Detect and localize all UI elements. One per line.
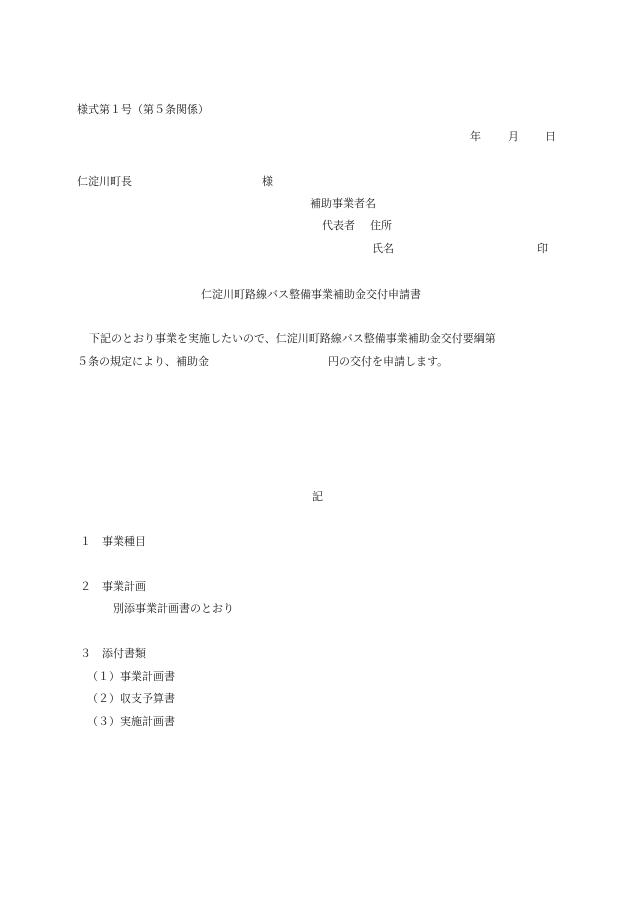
date-year: 年 [470, 130, 481, 143]
item-number: １ [80, 535, 91, 548]
representative-label: 代表者 [322, 219, 355, 232]
item-heading: 事業種目 [102, 535, 146, 548]
item-detail: （３）実施計画書 [87, 715, 175, 728]
item-heading: 添付書類 [102, 647, 146, 660]
body-line-1: 下記のとおり事業を実施したいので、仁淀川町路線バス整備事業補助金交付要綱第 [89, 332, 496, 345]
business-name-label: 補助事業者名 [310, 197, 376, 210]
item-number: ２ [80, 580, 91, 593]
address-label: 住所 [370, 219, 392, 232]
date-day: 日 [545, 130, 556, 143]
body-line-2a: ５条の規定により、補助金 [77, 355, 209, 368]
body-line-2b: 円の交付を申請します。 [328, 355, 449, 368]
item-heading: 事業計画 [102, 580, 146, 593]
form-number: 様式第１号（第５条関係） [77, 103, 209, 116]
addressee-name: 仁淀川町長 [77, 175, 132, 188]
name-label: 氏名 [372, 242, 394, 255]
date-month: 月 [508, 130, 519, 143]
item-number: ３ [80, 647, 91, 660]
item-detail: （１）事業計画書 [87, 670, 175, 683]
ki-heading: 記 [312, 490, 323, 503]
addressee-honorific: 様 [262, 175, 273, 188]
item-detail: 別添事業計画書のとおり [113, 602, 234, 615]
seal-label: 印 [537, 242, 548, 255]
item-detail: （２）収支予算書 [87, 692, 175, 705]
document-title: 仁淀川町路線バス整備事業補助金交付申請書 [201, 288, 421, 301]
